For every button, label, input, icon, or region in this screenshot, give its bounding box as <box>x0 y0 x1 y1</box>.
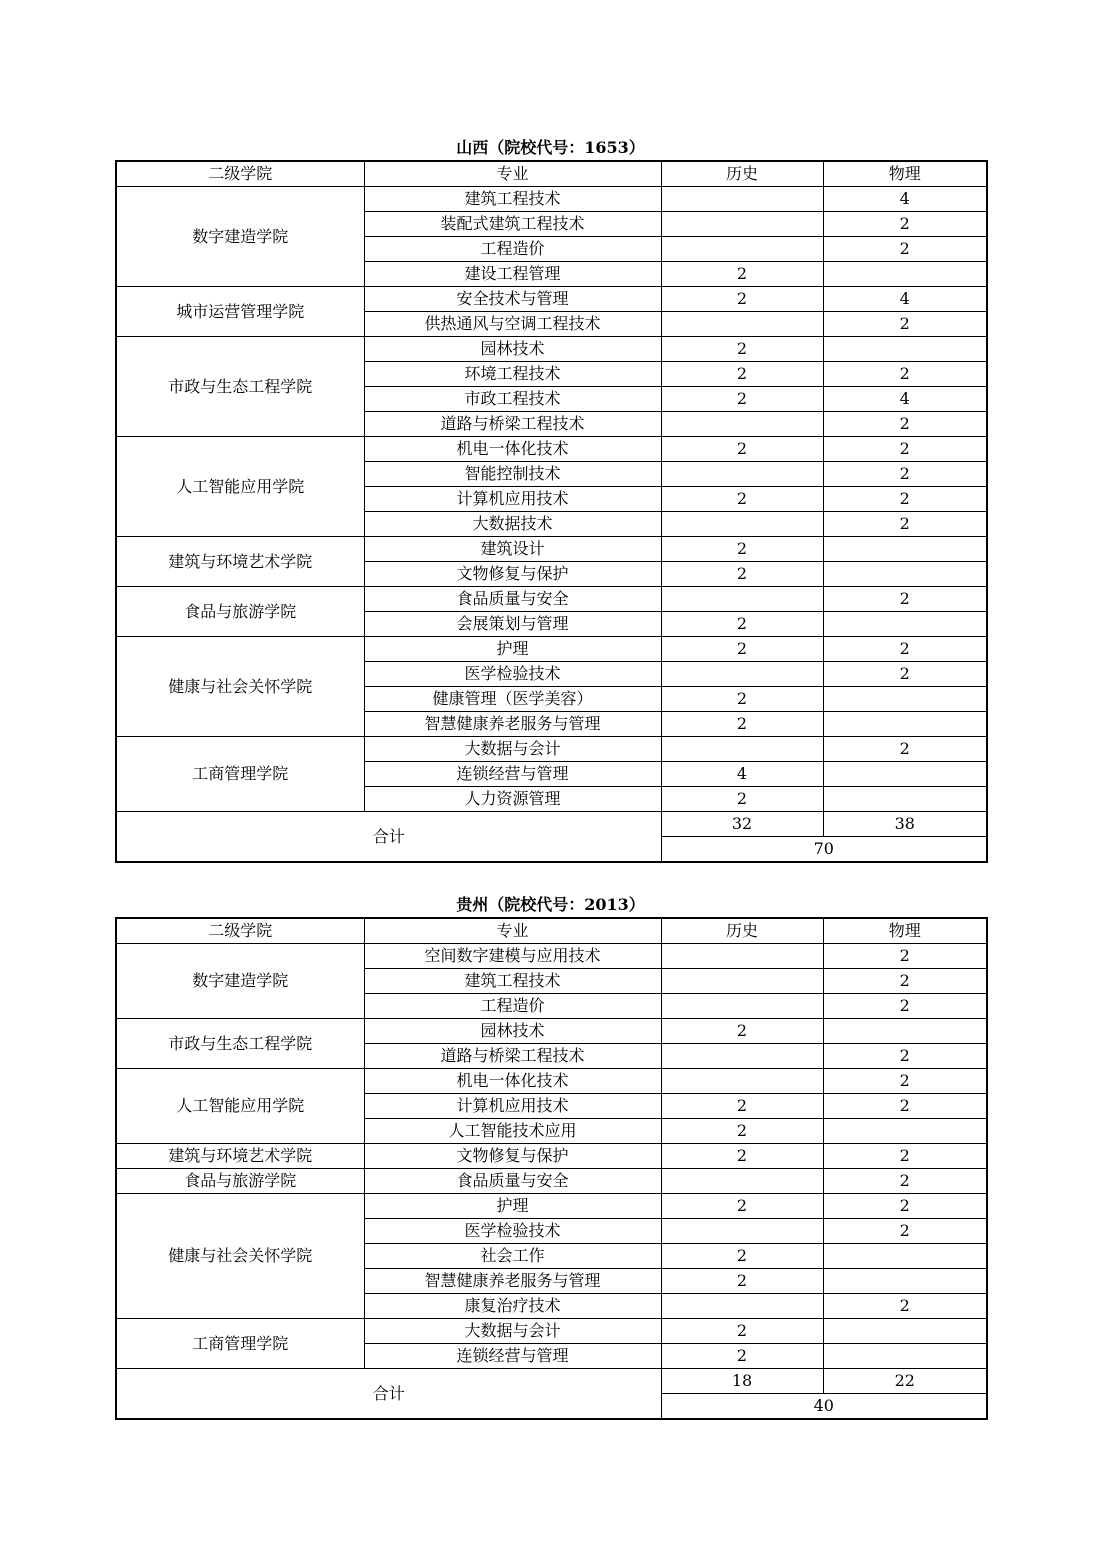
table-row <box>116 437 987 462</box>
total-label: 合计 <box>116 812 661 863</box>
major-cell: 园林技术 <box>364 1019 661 1044</box>
physics-cell <box>823 762 987 787</box>
major-cell: 计算机应用技术 <box>364 487 661 512</box>
college-cell: 健康与社会关怀学院 <box>116 637 364 737</box>
header-major: 专业 <box>364 918 661 944</box>
table-body <box>116 161 987 862</box>
header-college: 二级学院 <box>116 161 364 187</box>
history-cell: 2 <box>661 1269 823 1294</box>
college-cell: 人工智能应用学院 <box>116 1069 364 1144</box>
college-cell: 城市运营管理学院 <box>116 287 364 337</box>
major-cell: 安全技术与管理 <box>364 287 661 312</box>
table-row <box>116 1019 987 1044</box>
history-cell: 2 <box>661 712 823 737</box>
physics-cell: 2 <box>823 994 987 1019</box>
major-cell: 空间数字建模与应用技术 <box>364 944 661 969</box>
history-cell: 2 <box>661 612 823 637</box>
major-cell: 食品质量与安全 <box>364 1169 661 1194</box>
physics-cell <box>823 1269 987 1294</box>
physics-cell <box>823 1119 987 1144</box>
total-label: 合计 <box>116 1369 661 1420</box>
history-cell: 2 <box>661 487 823 512</box>
physics-cell: 2 <box>823 362 987 387</box>
physics-cell <box>823 1319 987 1344</box>
college-cell: 市政与生态工程学院 <box>116 1019 364 1069</box>
major-cell: 康复治疗技术 <box>364 1294 661 1319</box>
total-history: 18 <box>661 1369 823 1394</box>
table-title: 贵州（院校代号：2013） <box>456 895 645 914</box>
header-history: 历史 <box>661 918 823 944</box>
physics-cell: 2 <box>823 1219 987 1244</box>
table-section-shanxi <box>115 136 986 863</box>
table-row <box>116 1319 987 1344</box>
physics-cell <box>823 537 987 562</box>
history-cell <box>661 212 823 237</box>
history-cell <box>661 737 823 762</box>
physics-cell: 2 <box>823 437 987 462</box>
major-cell: 连锁经营与管理 <box>364 1344 661 1369</box>
major-cell: 人工智能技术应用 <box>364 1119 661 1144</box>
history-cell: 2 <box>661 262 823 287</box>
major-cell: 机电一体化技术 <box>364 1069 661 1094</box>
major-cell: 智慧健康养老服务与管理 <box>364 1269 661 1294</box>
header-physics: 物理 <box>823 918 987 944</box>
table-row <box>116 587 987 612</box>
table-row <box>116 187 987 212</box>
history-cell: 2 <box>661 1144 823 1169</box>
total-physics: 38 <box>823 812 987 837</box>
table-row <box>116 737 987 762</box>
major-cell: 工程造价 <box>364 994 661 1019</box>
physics-cell <box>823 712 987 737</box>
college-cell: 建筑与环境艺术学院 <box>116 537 364 587</box>
table-row <box>116 337 987 362</box>
history-cell <box>661 969 823 994</box>
major-cell: 护理 <box>364 1194 661 1219</box>
history-cell: 2 <box>661 1019 823 1044</box>
total-history: 32 <box>661 812 823 837</box>
physics-cell: 2 <box>823 412 987 437</box>
history-cell <box>661 944 823 969</box>
physics-cell <box>823 1344 987 1369</box>
history-cell <box>661 587 823 612</box>
history-cell <box>661 312 823 337</box>
college-cell: 数字建造学院 <box>116 187 364 287</box>
table-row <box>116 944 987 969</box>
physics-cell: 2 <box>823 1169 987 1194</box>
history-cell: 2 <box>661 337 823 362</box>
major-cell: 食品质量与安全 <box>364 587 661 612</box>
major-cell: 大数据与会计 <box>364 1319 661 1344</box>
physics-cell <box>823 687 987 712</box>
physics-cell: 2 <box>823 1044 987 1069</box>
physics-cell <box>823 1244 987 1269</box>
history-cell: 2 <box>661 1244 823 1269</box>
physics-cell: 2 <box>823 237 987 262</box>
history-cell: 2 <box>661 687 823 712</box>
physics-cell: 2 <box>823 462 987 487</box>
major-cell: 道路与桥梁工程技术 <box>364 412 661 437</box>
history-cell: 2 <box>661 562 823 587</box>
physics-cell <box>823 787 987 812</box>
physics-cell: 2 <box>823 1144 987 1169</box>
college-cell: 食品与旅游学院 <box>116 587 364 637</box>
physics-cell: 2 <box>823 487 987 512</box>
history-cell <box>661 1044 823 1069</box>
history-cell: 2 <box>661 637 823 662</box>
physics-cell: 2 <box>823 212 987 237</box>
header-history: 历史 <box>661 161 823 187</box>
physics-cell <box>823 1019 987 1044</box>
major-cell: 社会工作 <box>364 1244 661 1269</box>
major-cell: 道路与桥梁工程技术 <box>364 1044 661 1069</box>
physics-cell: 2 <box>823 637 987 662</box>
college-cell: 工商管理学院 <box>116 737 364 812</box>
history-cell <box>661 462 823 487</box>
history-cell: 2 <box>661 1119 823 1144</box>
physics-cell <box>823 562 987 587</box>
major-cell: 连锁经营与管理 <box>364 762 661 787</box>
history-cell <box>661 1294 823 1319</box>
college-cell: 工商管理学院 <box>116 1319 364 1369</box>
history-cell <box>661 1069 823 1094</box>
physics-cell <box>823 612 987 637</box>
major-cell: 建筑工程技术 <box>364 187 661 212</box>
history-cell <box>661 412 823 437</box>
history-cell: 4 <box>661 762 823 787</box>
total-sum: 70 <box>661 837 987 863</box>
table-section-guizhou <box>115 893 986 1420</box>
major-cell: 文物修复与保护 <box>364 562 661 587</box>
physics-cell: 2 <box>823 969 987 994</box>
table-row <box>116 287 987 312</box>
physics-cell <box>823 337 987 362</box>
physics-cell: 2 <box>823 944 987 969</box>
physics-cell: 4 <box>823 187 987 212</box>
history-cell <box>661 512 823 537</box>
major-cell: 工程造价 <box>364 237 661 262</box>
physics-cell: 2 <box>823 737 987 762</box>
table-row <box>116 1069 987 1094</box>
major-cell: 医学检验技术 <box>364 1219 661 1244</box>
physics-cell: 2 <box>823 1069 987 1094</box>
history-cell <box>661 1169 823 1194</box>
major-cell: 医学检验技术 <box>364 662 661 687</box>
history-cell <box>661 187 823 212</box>
physics-cell: 2 <box>823 1094 987 1119</box>
history-cell <box>661 1219 823 1244</box>
history-cell: 2 <box>661 387 823 412</box>
college-cell: 食品与旅游学院 <box>116 1169 364 1194</box>
history-cell: 2 <box>661 1194 823 1219</box>
major-cell: 供热通风与空调工程技术 <box>364 312 661 337</box>
college-cell: 数字建造学院 <box>116 944 364 1019</box>
major-cell: 建筑工程技术 <box>364 969 661 994</box>
college-cell: 市政与生态工程学院 <box>116 337 364 437</box>
major-cell: 建设工程管理 <box>364 262 661 287</box>
history-cell <box>661 994 823 1019</box>
history-cell: 2 <box>661 362 823 387</box>
history-cell: 2 <box>661 437 823 462</box>
physics-cell: 4 <box>823 287 987 312</box>
major-cell: 园林技术 <box>364 337 661 362</box>
table-row <box>116 1169 987 1194</box>
major-cell: 计算机应用技术 <box>364 1094 661 1119</box>
header-row <box>116 918 987 944</box>
history-cell <box>661 237 823 262</box>
table-row <box>116 537 987 562</box>
total-physics: 22 <box>823 1369 987 1394</box>
college-cell: 健康与社会关怀学院 <box>116 1194 364 1319</box>
college-cell: 人工智能应用学院 <box>116 437 364 537</box>
table-body <box>116 918 987 1419</box>
major-cell: 大数据技术 <box>364 512 661 537</box>
physics-cell <box>823 262 987 287</box>
major-cell: 护理 <box>364 637 661 662</box>
history-cell: 2 <box>661 1094 823 1119</box>
header-college: 二级学院 <box>116 918 364 944</box>
history-cell: 2 <box>661 537 823 562</box>
major-cell: 建筑设计 <box>364 537 661 562</box>
college-cell: 建筑与环境艺术学院 <box>116 1144 364 1169</box>
physics-cell: 2 <box>823 512 987 537</box>
major-cell: 会展策划与管理 <box>364 612 661 637</box>
table-row <box>116 1144 987 1169</box>
history-cell <box>661 662 823 687</box>
physics-cell: 4 <box>823 387 987 412</box>
table-title: 山西（院校代号：1653） <box>456 138 645 157</box>
total-sum: 40 <box>661 1394 987 1420</box>
major-cell: 健康管理（医学美容） <box>364 687 661 712</box>
physics-cell: 2 <box>823 1294 987 1319</box>
physics-cell: 2 <box>823 662 987 687</box>
enrollment-table <box>115 917 988 1420</box>
physics-cell: 2 <box>823 587 987 612</box>
physics-cell: 2 <box>823 312 987 337</box>
history-cell: 2 <box>661 1319 823 1344</box>
total-row <box>116 812 987 837</box>
physics-cell: 2 <box>823 1194 987 1219</box>
major-cell: 机电一体化技术 <box>364 437 661 462</box>
history-cell: 2 <box>661 287 823 312</box>
major-cell: 环境工程技术 <box>364 362 661 387</box>
major-cell: 智能控制技术 <box>364 462 661 487</box>
table-row <box>116 1194 987 1219</box>
major-cell: 智慧健康养老服务与管理 <box>364 712 661 737</box>
major-cell: 市政工程技术 <box>364 387 661 412</box>
major-cell: 装配式建筑工程技术 <box>364 212 661 237</box>
header-row <box>116 161 987 187</box>
table-row <box>116 637 987 662</box>
header-major: 专业 <box>364 161 661 187</box>
major-cell: 人力资源管理 <box>364 787 661 812</box>
history-cell: 2 <box>661 787 823 812</box>
header-physics: 物理 <box>823 161 987 187</box>
total-row <box>116 1369 987 1394</box>
enrollment-table <box>115 160 988 863</box>
history-cell: 2 <box>661 1344 823 1369</box>
major-cell: 文物修复与保护 <box>364 1144 661 1169</box>
major-cell: 大数据与会计 <box>364 737 661 762</box>
